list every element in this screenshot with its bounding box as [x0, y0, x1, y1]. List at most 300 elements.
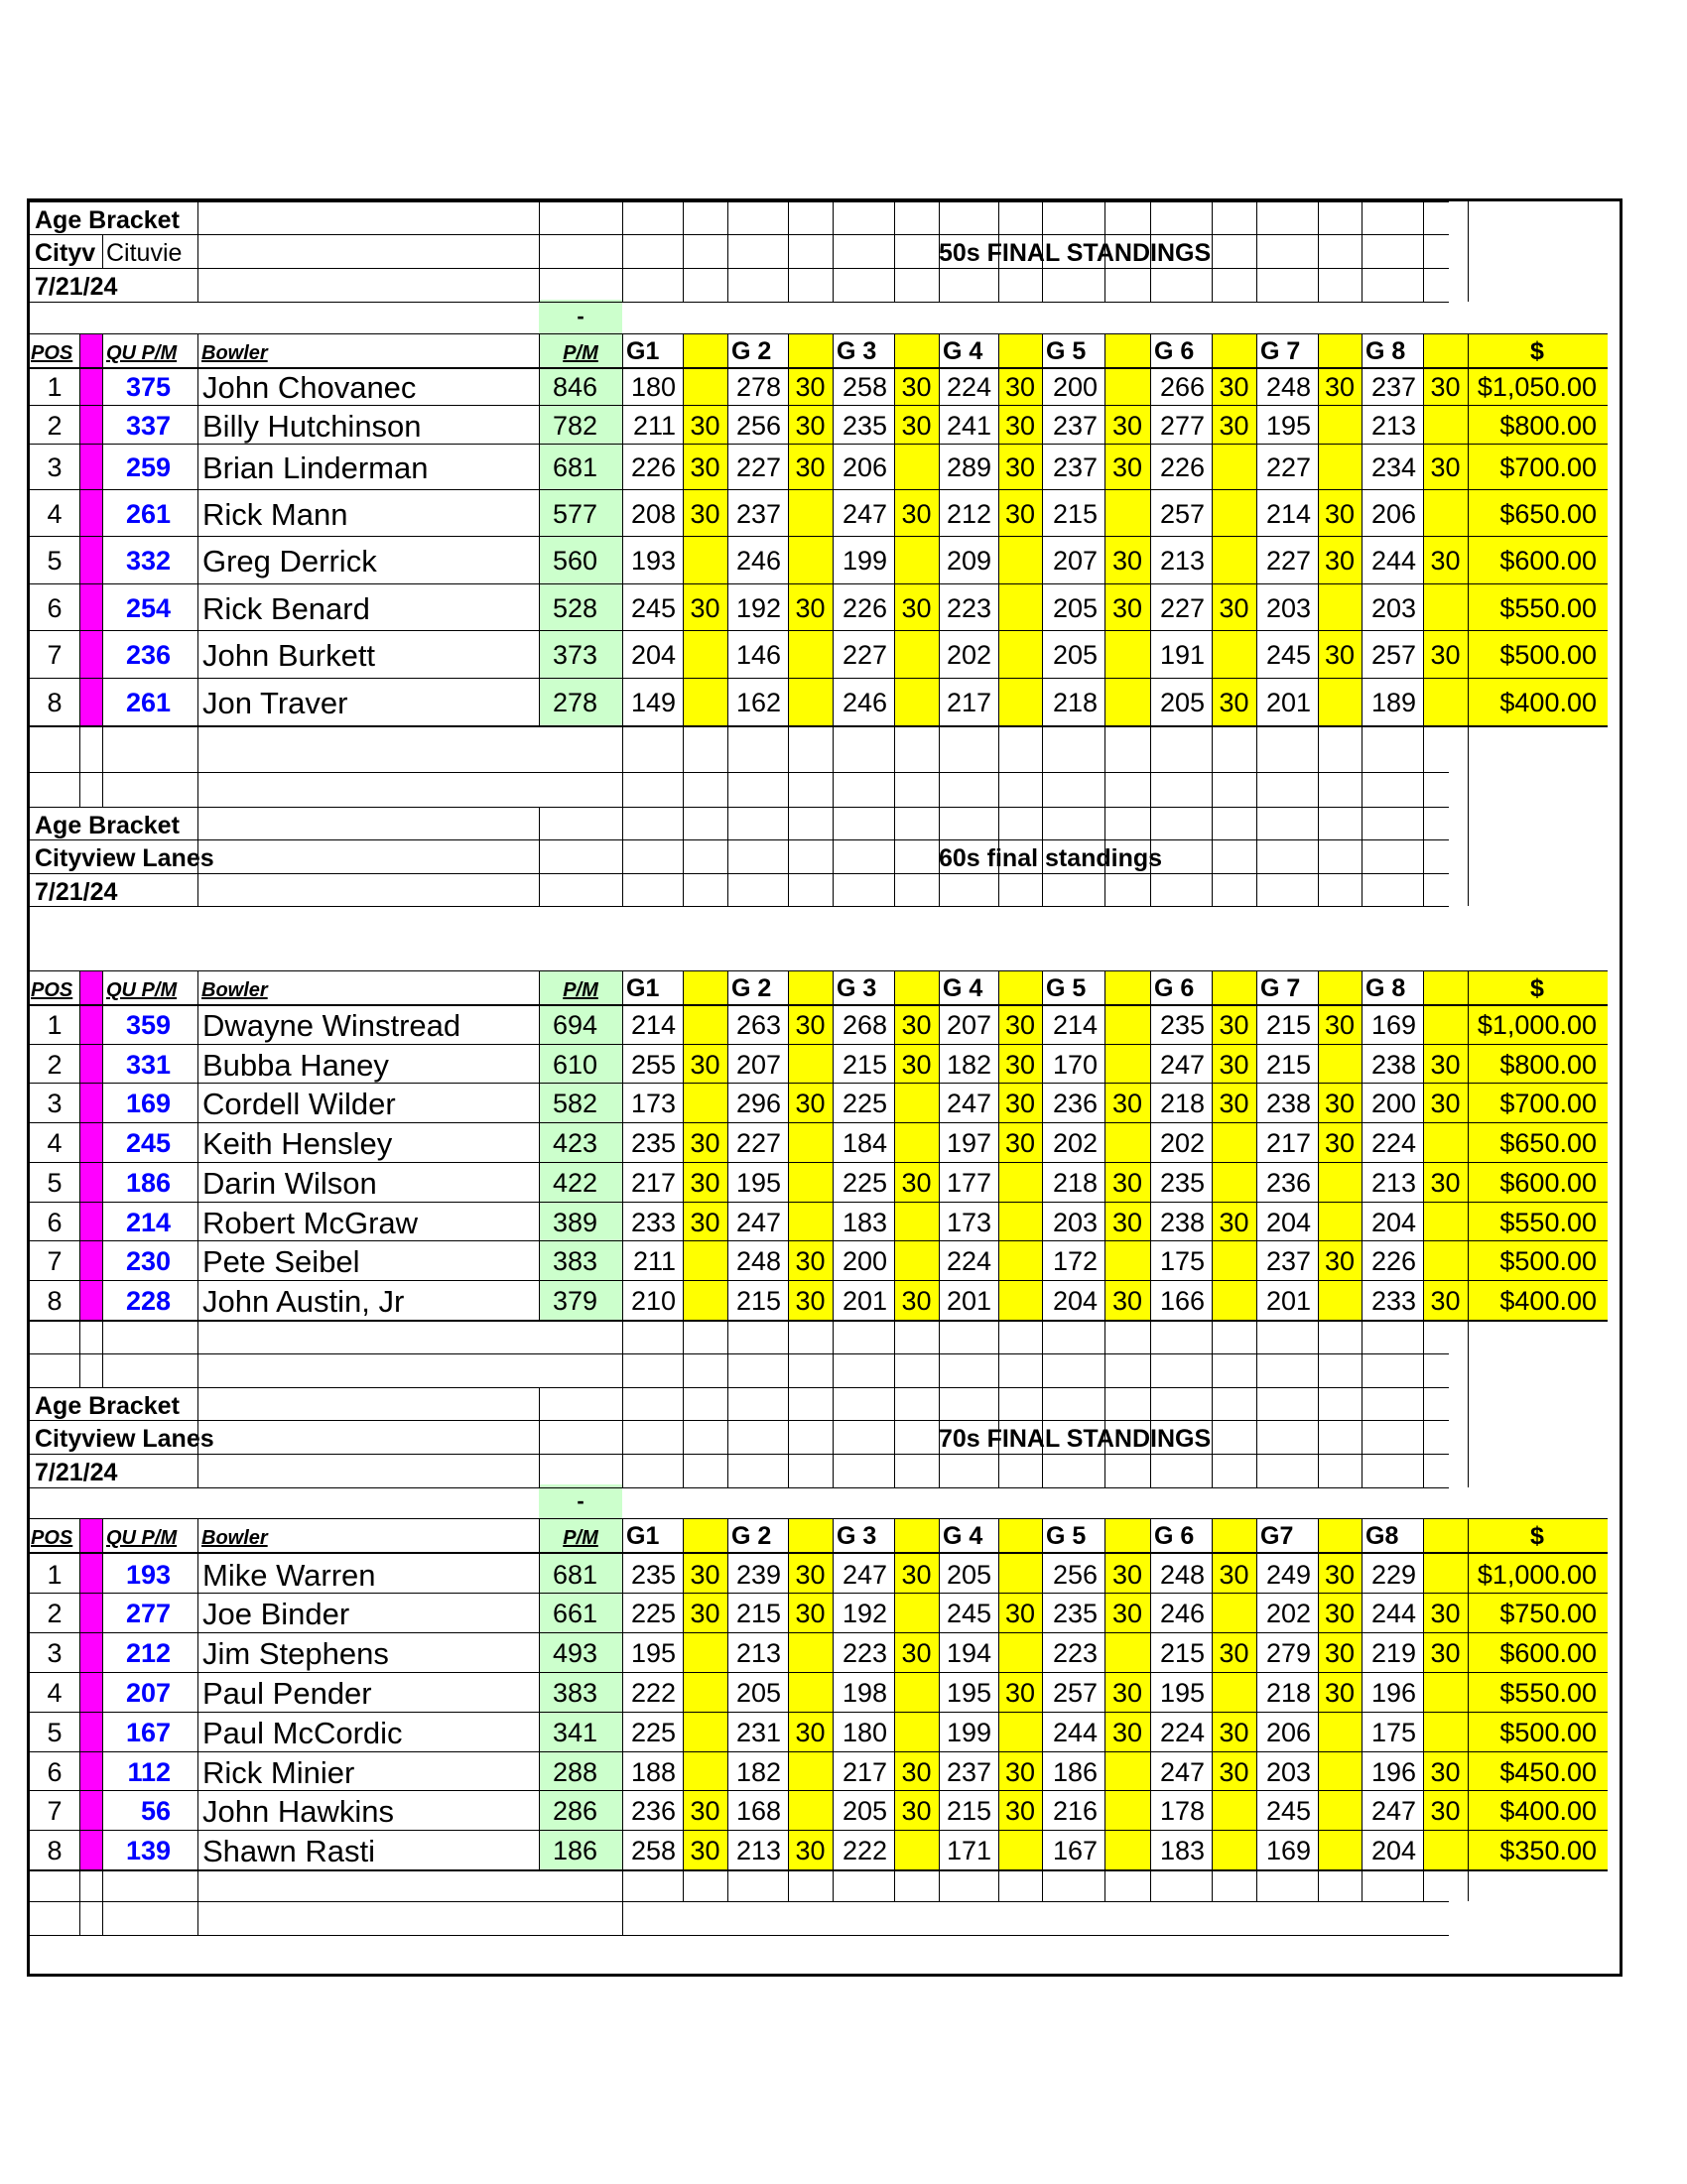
- grid-line: [102, 333, 103, 807]
- bracket-title: 60s final standings: [939, 844, 1163, 872]
- row-game-score: 249: [1265, 1560, 1311, 1590]
- grid-line: [79, 333, 80, 807]
- row-pos: 8: [47, 1286, 63, 1316]
- row-pm: 582: [552, 1089, 597, 1118]
- row-game-points: 30: [1430, 1286, 1461, 1316]
- grid-line: [683, 1518, 684, 1869]
- col-pos: POS: [31, 342, 73, 364]
- row-money: $800.00: [1499, 411, 1597, 441]
- row-game-score: 247: [842, 1560, 887, 1590]
- col-game-1: G1: [626, 337, 660, 365]
- row-money: $1,000.00: [1477, 1010, 1597, 1040]
- row-pm: 681: [552, 452, 597, 482]
- row-game-score: 244: [1370, 546, 1416, 576]
- grid-line: [30, 1712, 1608, 1713]
- row-pos: 5: [47, 546, 63, 576]
- row-game-points: 30: [1111, 1599, 1143, 1628]
- row-game-score: 205: [946, 1560, 991, 1590]
- row-game-score: 237: [1265, 1246, 1311, 1276]
- grid-line: [30, 1353, 1449, 1354]
- row-game-score: 207: [946, 1010, 991, 1040]
- grid-line: [197, 201, 198, 302]
- row-game-points: 30: [901, 1757, 932, 1787]
- row-game-points: 30: [1219, 372, 1249, 402]
- row-pos: 2: [47, 411, 63, 441]
- grid-line: [30, 1869, 1608, 1871]
- col-bowler: Bowler: [201, 979, 268, 1001]
- row-game-score: 189: [1370, 688, 1416, 717]
- row-game-score: 213: [1370, 411, 1416, 441]
- row-game-points: 30: [795, 1718, 826, 1747]
- col-game-6: G 6: [1154, 974, 1195, 1002]
- grid-line: [30, 1518, 1608, 1519]
- row-game-score: 227: [735, 452, 781, 482]
- row-game-points: 30: [1324, 546, 1356, 576]
- grid-line: [30, 1162, 1608, 1163]
- row-game-score: 236: [1052, 1089, 1098, 1118]
- grid-line: [30, 807, 1449, 808]
- row-bowler: John Austin, Jr: [202, 1284, 405, 1319]
- row-game-score: 182: [946, 1050, 991, 1080]
- grid-line: [894, 1518, 895, 1869]
- row-pm: 288: [552, 1757, 597, 1787]
- row-game-points: 30: [901, 499, 932, 529]
- row-game-points: 30: [1111, 452, 1143, 482]
- row-game-score: 201: [946, 1286, 991, 1316]
- grid-line: [30, 906, 1449, 907]
- row-game-score: 227: [735, 1128, 781, 1158]
- row-game-score: 214: [1265, 499, 1311, 529]
- col-qual: QU P/M: [106, 342, 178, 364]
- grid-line: [788, 1387, 789, 1487]
- row-pos: 1: [47, 372, 63, 402]
- row-game-score: 255: [630, 1050, 676, 1080]
- col-game-8: G 8: [1365, 974, 1406, 1002]
- row-game-score: 212: [946, 499, 991, 529]
- row-bowler: John Chovanec: [202, 370, 417, 405]
- grid-line: [833, 333, 834, 807]
- row-game-points: 30: [1219, 1718, 1249, 1747]
- row-game-score: 247: [1159, 1757, 1205, 1787]
- row-game-score: 169: [1370, 1010, 1416, 1040]
- row-game-points: 30: [901, 593, 932, 623]
- grid-line: [727, 1518, 728, 1869]
- row-game-points: 30: [1004, 1128, 1036, 1158]
- row-game-points: 30: [1430, 546, 1461, 576]
- grid-line: [1150, 970, 1151, 1387]
- row-game-score: 173: [630, 1089, 676, 1118]
- row-pos: 1: [47, 1010, 63, 1040]
- row-game-score: 238: [1370, 1050, 1416, 1080]
- row-pos: 2: [47, 1050, 63, 1080]
- row-bowler: Jim Stephens: [202, 1636, 389, 1671]
- row-game-points: 30: [795, 1599, 826, 1628]
- row-pos: 3: [47, 1638, 63, 1668]
- row-qual: 56: [140, 1796, 171, 1826]
- venue-name: Cityview Lanes: [35, 844, 214, 872]
- row-pm: 782: [552, 411, 597, 441]
- row-game-score: 203: [1370, 593, 1416, 623]
- col-game-8: G8: [1365, 1522, 1399, 1550]
- row-game-points: 30: [901, 1286, 932, 1316]
- col-game-8: G 8: [1365, 337, 1406, 365]
- row-game-points: 30: [1111, 546, 1143, 576]
- row-game-score: 215: [1052, 499, 1098, 529]
- col-pm: P/M: [563, 342, 598, 364]
- row-qual: 207: [125, 1678, 171, 1708]
- row-game-score: 203: [1265, 1757, 1311, 1787]
- row-game-score: 191: [1159, 640, 1205, 670]
- row-game-score: 192: [842, 1599, 887, 1628]
- row-game-score: 215: [1265, 1010, 1311, 1040]
- row-game-score: 186: [1052, 1757, 1098, 1787]
- row-game-score: 206: [1370, 499, 1416, 529]
- row-game-points: 30: [795, 1836, 826, 1865]
- row-game-score: 171: [946, 1836, 991, 1865]
- row-game-score: 167: [1052, 1836, 1098, 1865]
- row-game-points: 30: [1324, 640, 1356, 670]
- row-game-points: 30: [1324, 372, 1356, 402]
- row-game-score: 235: [842, 411, 887, 441]
- standings-sheet: [27, 198, 1622, 1977]
- row-pm: 422: [552, 1168, 597, 1198]
- row-pos: 7: [47, 640, 63, 670]
- col-game-5: G 5: [1046, 974, 1087, 1002]
- grid-line: [1042, 1869, 1043, 1901]
- grid-line: [998, 1869, 999, 1901]
- grid-line: [30, 1280, 1608, 1281]
- row-game-score: 233: [630, 1208, 676, 1237]
- row-money: $700.00: [1499, 1089, 1597, 1118]
- row-bowler: John Burkett: [202, 638, 376, 673]
- row-game-score: 202: [946, 640, 991, 670]
- col-game-3: G 3: [837, 1522, 877, 1550]
- bracket-title: 70s FINAL STANDINGS: [939, 1425, 1212, 1453]
- venue-short: Cityv: [35, 239, 96, 267]
- row-game-points: 30: [1324, 1089, 1356, 1118]
- grid-line: [939, 1518, 940, 1869]
- grid-line: [939, 333, 940, 807]
- row-game-points: 30: [1219, 1050, 1249, 1080]
- row-pm: 383: [552, 1678, 597, 1708]
- row-game-points: 30: [1430, 372, 1461, 402]
- row-game-points: 30: [1324, 1560, 1356, 1590]
- row-game-score: 226: [1370, 1246, 1416, 1276]
- row-game-score: 180: [842, 1718, 887, 1747]
- row-game-score: 246: [735, 546, 781, 576]
- col-game-6: G 6: [1154, 1522, 1195, 1550]
- row-game-score: 231: [735, 1718, 781, 1747]
- row-pos: 6: [47, 1208, 63, 1237]
- row-game-points: 30: [1324, 1678, 1356, 1708]
- row-game-score: 227: [1265, 452, 1311, 482]
- grid-line: [1212, 970, 1213, 1387]
- row-game-score: 237: [735, 499, 781, 529]
- row-game-score: 256: [735, 411, 781, 441]
- row-game-score: 229: [1370, 1560, 1416, 1590]
- row-game-score: 175: [1370, 1718, 1416, 1747]
- grid-line: [894, 333, 895, 807]
- row-game-score: 177: [946, 1168, 991, 1198]
- row-game-score: 246: [1159, 1599, 1205, 1628]
- row-pos: 1: [47, 1560, 63, 1590]
- grid-line: [197, 1518, 198, 1935]
- col-game-1: G1: [626, 974, 660, 1002]
- row-game-score: 188: [630, 1757, 676, 1787]
- row-bowler: Jon Traver: [202, 686, 348, 720]
- row-pos: 6: [47, 593, 63, 623]
- row-bowler: Dwayne Winstread: [202, 1008, 461, 1043]
- row-pm: 383: [552, 1246, 597, 1276]
- row-game-score: 225: [842, 1168, 887, 1198]
- row-game-score: 207: [1052, 546, 1098, 576]
- row-bowler: Joe Binder: [202, 1597, 350, 1631]
- col-game-5: G 5: [1046, 337, 1087, 365]
- row-game-score: 201: [1265, 688, 1311, 717]
- row-qual: 332: [125, 546, 171, 576]
- row-game-score: 201: [1265, 1286, 1311, 1316]
- row-qual: 186: [125, 1168, 171, 1198]
- row-game-score: 248: [735, 1246, 781, 1276]
- col-game-7: G 7: [1260, 974, 1301, 1002]
- row-game-score: 184: [842, 1128, 887, 1158]
- row-pm: 286: [552, 1796, 597, 1826]
- grid-line: [1362, 1869, 1363, 1901]
- grid-line: [1468, 1869, 1469, 1901]
- row-money: $600.00: [1499, 1638, 1597, 1668]
- grid-line: [1423, 807, 1424, 906]
- row-game-score: 168: [735, 1796, 781, 1826]
- grid-line: [30, 1320, 1608, 1322]
- row-game-points: 30: [795, 1246, 826, 1276]
- row-money: $400.00: [1499, 688, 1597, 717]
- row-game-score: 258: [630, 1836, 676, 1865]
- grid-line: [833, 1869, 834, 1901]
- row-game-score: 241: [946, 411, 991, 441]
- row-game-score: 204: [1265, 1208, 1311, 1237]
- row-game-points: 30: [1324, 1638, 1356, 1668]
- row-game-points: 30: [1219, 593, 1249, 623]
- row-game-points: 30: [1430, 452, 1461, 482]
- grid-line: [1318, 1869, 1319, 1901]
- row-game-points: 30: [1111, 1168, 1143, 1198]
- row-qual: 214: [125, 1208, 171, 1237]
- row-pos: 7: [47, 1246, 63, 1276]
- row-pm: 694: [552, 1010, 597, 1040]
- row-qual: 193: [125, 1560, 171, 1590]
- grid-line: [939, 970, 940, 1387]
- row-qual: 230: [125, 1246, 171, 1276]
- row-pos: 7: [47, 1796, 63, 1826]
- row-game-points: 30: [1324, 1010, 1356, 1040]
- row-bowler: Bubba Haney: [202, 1048, 389, 1083]
- row-game-score: 225: [630, 1718, 676, 1747]
- grid-line: [30, 489, 1608, 490]
- row-game-score: 257: [1370, 640, 1416, 670]
- grid-line: [833, 201, 834, 302]
- row-pos: 3: [47, 452, 63, 482]
- row-game-score: 222: [842, 1836, 887, 1865]
- row-game-score: 277: [1159, 411, 1205, 441]
- row-game-score: 213: [735, 1638, 781, 1668]
- row-game-score: 198: [842, 1678, 887, 1708]
- grid-line: [79, 1518, 80, 1935]
- grid-line: [727, 201, 728, 302]
- row-game-score: 223: [1052, 1638, 1098, 1668]
- grid-line: [1212, 1518, 1213, 1869]
- col-game-2: G 2: [731, 1522, 772, 1550]
- row-game-score: 234: [1370, 452, 1416, 482]
- row-game-score: 238: [1265, 1089, 1311, 1118]
- row-game-score: 245: [1265, 640, 1311, 670]
- row-game-points: 30: [1111, 1718, 1143, 1747]
- col-game-3: G 3: [837, 337, 877, 365]
- row-game-points: 30: [1111, 1089, 1143, 1118]
- row-game-score: 236: [630, 1796, 676, 1826]
- grid-line: [30, 873, 1449, 874]
- row-game-points: 30: [901, 1796, 932, 1826]
- row-pos: 6: [47, 1757, 63, 1787]
- grid-line: [30, 583, 1608, 584]
- row-game-points: 30: [1324, 1246, 1356, 1276]
- row-pm: 186: [552, 1836, 597, 1865]
- grid-line: [1362, 1518, 1363, 1869]
- row-game-points: 30: [1004, 1010, 1036, 1040]
- row-money: $400.00: [1499, 1796, 1597, 1826]
- venue-name: Cityview Lanes: [35, 1425, 214, 1453]
- row-pos: 8: [47, 688, 63, 717]
- row-game-score: 223: [946, 593, 991, 623]
- grid-line: [30, 367, 1608, 369]
- row-qual: 228: [125, 1286, 171, 1316]
- row-pos: 5: [47, 1168, 63, 1198]
- grid-line: [1256, 807, 1257, 906]
- row-game-points: 30: [1430, 1050, 1461, 1080]
- row-money: $550.00: [1499, 1208, 1597, 1237]
- row-game-score: 235: [1159, 1168, 1205, 1198]
- grid-line: [1104, 970, 1105, 1387]
- row-pm: 560: [552, 546, 597, 576]
- bracket-label: Age Bracket: [35, 206, 180, 234]
- row-game-points: 30: [1219, 1089, 1249, 1118]
- row-game-score: 193: [630, 546, 676, 576]
- grid-line: [683, 1387, 684, 1487]
- row-game-score: 196: [1370, 1678, 1416, 1708]
- row-game-score: 238: [1159, 1208, 1205, 1237]
- col-qual: QU P/M: [106, 979, 178, 1001]
- row-money: $500.00: [1499, 640, 1597, 670]
- row-game-score: 223: [842, 1638, 887, 1668]
- row-game-score: 206: [1265, 1718, 1311, 1747]
- row-qual: 112: [127, 1757, 171, 1787]
- row-qual: 245: [125, 1128, 171, 1158]
- row-game-score: 195: [1265, 411, 1311, 441]
- row-game-score: 247: [1370, 1796, 1416, 1826]
- row-game-score: 200: [842, 1246, 887, 1276]
- row-pos: 3: [47, 1089, 63, 1118]
- grid-line: [102, 234, 103, 268]
- row-qual: 337: [125, 411, 171, 441]
- grid-line: [727, 807, 728, 906]
- row-game-points: 30: [1219, 1757, 1249, 1787]
- row-game-score: 222: [630, 1678, 676, 1708]
- row-game-score: 244: [1052, 1718, 1098, 1747]
- row-qual: 359: [125, 1010, 171, 1040]
- row-money: $650.00: [1499, 1128, 1597, 1158]
- grid-line: [102, 1518, 103, 1935]
- row-game-score: 237: [1370, 372, 1416, 402]
- row-game-points: 30: [690, 593, 720, 623]
- grid-line: [894, 201, 895, 302]
- row-game-points: 30: [901, 372, 932, 402]
- grid-line: [788, 333, 789, 807]
- row-bowler: Paul McCordic: [202, 1716, 403, 1750]
- grid-line: [539, 1387, 540, 1487]
- row-game-points: 30: [1430, 1757, 1461, 1787]
- grid-line: [30, 1593, 1608, 1594]
- row-money: $800.00: [1499, 1050, 1597, 1080]
- row-game-points: 30: [1219, 1638, 1249, 1668]
- row-game-score: 205: [1052, 640, 1098, 670]
- row-game-score: 268: [842, 1010, 887, 1040]
- col-game-4: G 4: [943, 974, 983, 1002]
- row-game-score: 206: [842, 452, 887, 482]
- bracket-date: 7/21/24: [35, 273, 118, 301]
- grid-line: [1423, 1869, 1424, 1901]
- grid-line: [30, 234, 1449, 235]
- row-game-points: 30: [1219, 1010, 1249, 1040]
- row-game-points: 30: [795, 1010, 826, 1040]
- grid-line: [1423, 970, 1424, 1387]
- row-game-points: 30: [795, 1089, 826, 1118]
- row-game-score: 233: [1370, 1286, 1416, 1316]
- row-money: $650.00: [1499, 499, 1597, 529]
- row-game-score: 224: [946, 1246, 991, 1276]
- row-qual: 331: [125, 1050, 171, 1080]
- venue-name: Cituvie: [106, 239, 183, 267]
- row-pm: 373: [552, 640, 597, 670]
- row-game-score: 237: [1052, 411, 1098, 441]
- grid-line: [998, 333, 999, 807]
- row-money: $750.00: [1499, 1599, 1597, 1628]
- row-game-score: 211: [632, 411, 676, 441]
- grid-line: [539, 807, 540, 906]
- row-game-score: 218: [1052, 688, 1098, 717]
- row-game-points: 30: [1430, 640, 1461, 670]
- row-game-score: 296: [735, 1089, 781, 1118]
- row-game-score: 172: [1052, 1246, 1098, 1276]
- col-game-3: G 3: [837, 974, 877, 1002]
- grid-line: [1212, 201, 1213, 302]
- grid-line: [788, 201, 789, 302]
- bracket-title: 50s FINAL STANDINGS: [939, 239, 1212, 267]
- row-game-points: 30: [901, 1050, 932, 1080]
- pm-dash: -: [577, 304, 584, 328]
- row-game-score: 244: [1370, 1599, 1416, 1628]
- row-money: $550.00: [1499, 1678, 1597, 1708]
- grid-line: [683, 333, 684, 807]
- row-game-points: 30: [690, 1796, 720, 1826]
- row-game-points: 30: [1219, 688, 1249, 717]
- row-pm: 681: [552, 1560, 597, 1590]
- grid-line: [30, 1122, 1608, 1123]
- row-game-score: 194: [946, 1638, 991, 1668]
- row-game-score: 263: [735, 1010, 781, 1040]
- row-game-score: 213: [1159, 546, 1205, 576]
- row-game-score: 225: [842, 1089, 887, 1118]
- row-game-score: 266: [1159, 372, 1205, 402]
- row-game-points: 30: [1004, 372, 1036, 402]
